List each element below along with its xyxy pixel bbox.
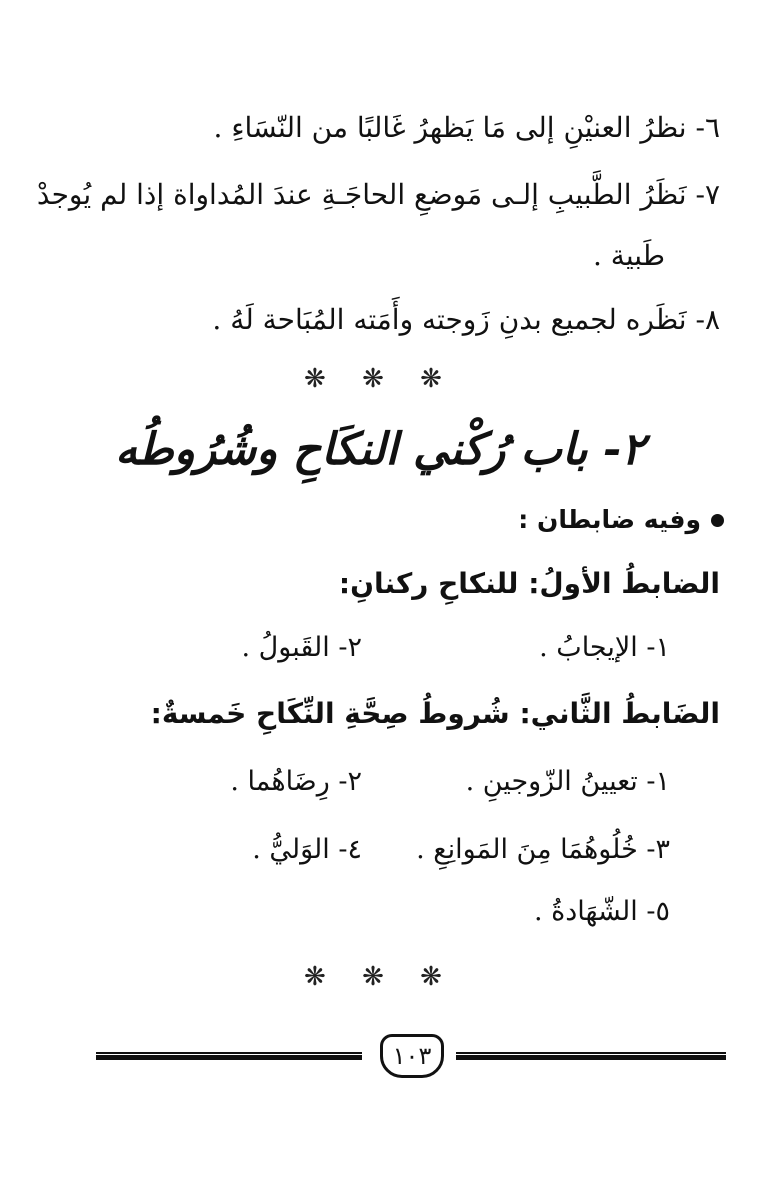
- rule-1-item-2: ٢- القَبولُ .: [241, 632, 362, 663]
- list-item-8: ٨- نَظَره لجميع بدنِ زَوجته وأَمَته المُبَاحة لَهُ .: [212, 303, 720, 336]
- rule-2-item-4: ٤- الوَليُّ .: [252, 834, 362, 865]
- separator-stars-top: ❋ ❋ ❋: [304, 364, 456, 394]
- rule-2-item-5: ٥- الشّهَادةُ .: [533, 896, 670, 927]
- footer-rule-left: [96, 1052, 362, 1060]
- rule-1-item-1: ١- الإيجابُ .: [539, 632, 670, 663]
- page-number: ١٠٣: [380, 1034, 444, 1078]
- section-intro: [518, 500, 724, 540]
- rule-2-item-2: ٢- رِضَاهُما .: [230, 766, 362, 797]
- list-item-7: ٧- نَظَرُ الطَّبيبِ إلـى مَوضعِ الحاجَـةِ عندَ المُداواة إذا لم يُوجدْ: [36, 178, 720, 211]
- chapter-title: ٢- باب رُكْني النكَاحِ وشُرُوطُه: [115, 424, 645, 475]
- separator-stars-bottom: ❋ ❋ ❋: [304, 962, 456, 992]
- page-footer: [0, 1028, 760, 1084]
- section-intro-text: وفيه ضابطان :: [518, 505, 701, 534]
- rule-1-heading: الضابطُ الأولُ: للنكاحِ ركنانِ:: [338, 567, 720, 600]
- rule-2-item-1: ١- تعيينُ الزّوجينِ .: [465, 766, 670, 797]
- footer-rule-right: [456, 1052, 726, 1060]
- bullet-icon: [711, 514, 724, 527]
- rule-2-item-3: ٣- خُلُوهُمَا مِنَ المَوانِعِ .: [416, 834, 670, 865]
- list-item-6: ٦- نظرُ العنيْنِ إلى مَا يَظهرُ غَالبًا من النّسَاءِ .: [213, 111, 720, 144]
- list-item-7-continuation: طَبية .: [593, 239, 665, 272]
- rule-2-heading: الضَابطُ الثَّاني: شُروطُ صِحَّةِ النِّكَاحِ خَمسةٌ:: [150, 697, 720, 730]
